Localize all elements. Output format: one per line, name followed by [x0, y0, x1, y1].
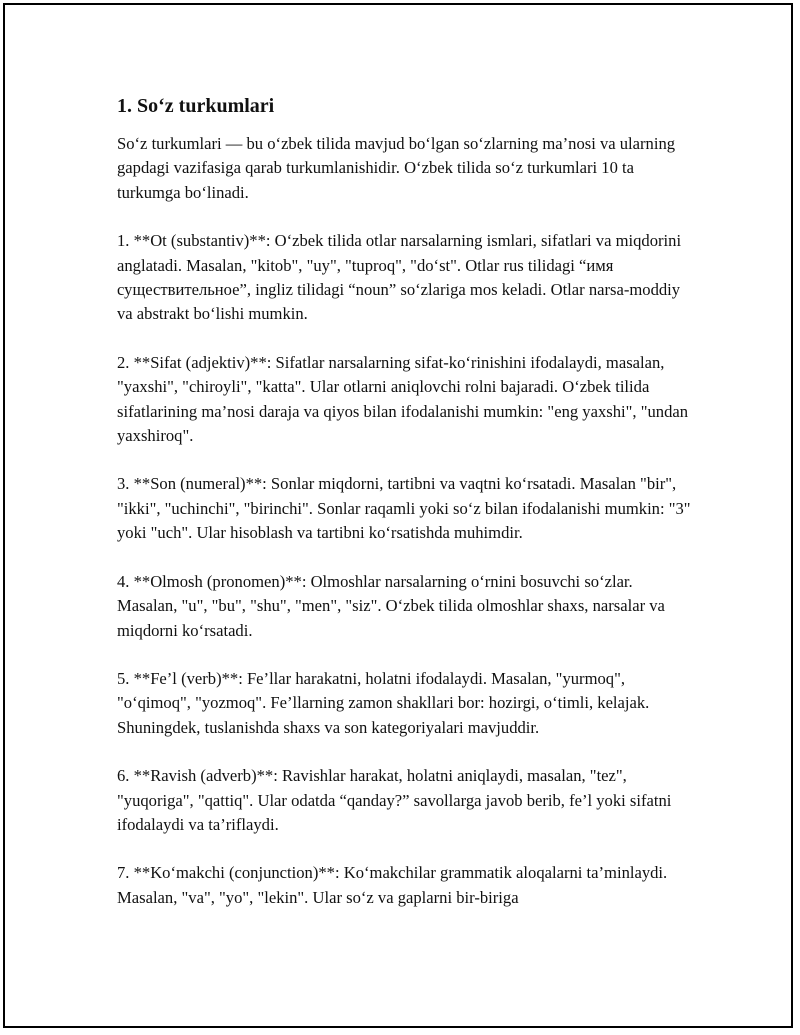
list-item-ravish: 6. **Ravish (adverb)**: Ravishlar harakat, holatni aniqlaydi, masalan, "tez", "yuqoriga", "qattiq". Ular odatda “qanday?” savollarga javob berib, fe’l yoki sifatni ifodalaydi va ta’riflaydi.: [117, 766, 672, 834]
list-item-son: 3. **Son (numeral)**: Sonlar miqdorni, tartibni va vaqtni ko‘rsatadi. Masalan "bir", "ikki", "uchinchi", "birinchi". Sonlar raqamli yoki so‘z bilan ifodalanishi mumkin: "3" yoki "uch". Ular hisoblash va tartibni ko‘rsatishda muhimdir.: [117, 474, 691, 543]
section-title: 1. So‘z turkumlari: [117, 95, 275, 117]
list-item-komakchi: 7. **Ko‘makchi (conjunction)**: Ko‘makchilar grammatik aloqalarni ta’minlaydi. Masalan, "va", "yo", "lekin". Ular so‘z va gaplarni bir-biriga: [117, 863, 668, 907]
intro-paragraph: So‘z turkumlari — bu o‘zbek tilida mavjud bo‘lgan so‘zlarning ma’nosi va ularning gapdagi vazifasiga qarab turkumlanishidir. O‘zbek tilida so‘z turkumlari 10 ta turkumga bo‘linadi.: [117, 134, 676, 202]
list-item-olmosh: 4. **Olmosh (pronomen)**: Olmoshlar narsalarning o‘rnini bosuvchi so‘zlar. Masalan, "u", "bu", "shu", "men", "siz". O‘zbek tilida olmoshlar shaxs, narsalar va miqdorni ko‘rsatadi.: [117, 571, 665, 640]
list-item-ot: 1. **Ot (substantiv)**: O‘zbek tilida otlar narsalarning ismlari, sifatlari va miqdorini anglatadi. Masalan, "kitob", "uy", "tuproq", "do‘st". Otlar rus tilidagi “имя существительное”, ingliz tilidagi “noun” so‘zlariga mos keladi. Otlar narsa-moddiy va abstrakt bo‘lishi mumkin.: [117, 231, 682, 324]
list-item-sifat: 2. **Sifat (adjektiv)**: Sifatlar narsalarning sifat-ko‘rinishini ifodalaydi, masalan, "yaxshi", "chiroyli", "katta". Ular otlarni aniqlovchi rolni bajaradi. O‘zbek tilida sifatlarining ma’nosi daraja va qiyos bilan ifodalanishi mumkin: "eng yaxshi", "undan yaxshiroq".: [117, 352, 689, 446]
document-body: [117, 92, 692, 934]
list-item-fel: 5. **Fe’l (verb)**: Fe’llar harakatni, holatni ifodalaydi. Masalan, "yurmoq", "o‘qimoq", "yozmoq". Fe’llarning zamon shakllari bor: hozirgi, o‘timli, kelajak. Shuningdek, tuslanishda shaxs va son kategoriyalari mavjuddir.: [117, 668, 650, 737]
